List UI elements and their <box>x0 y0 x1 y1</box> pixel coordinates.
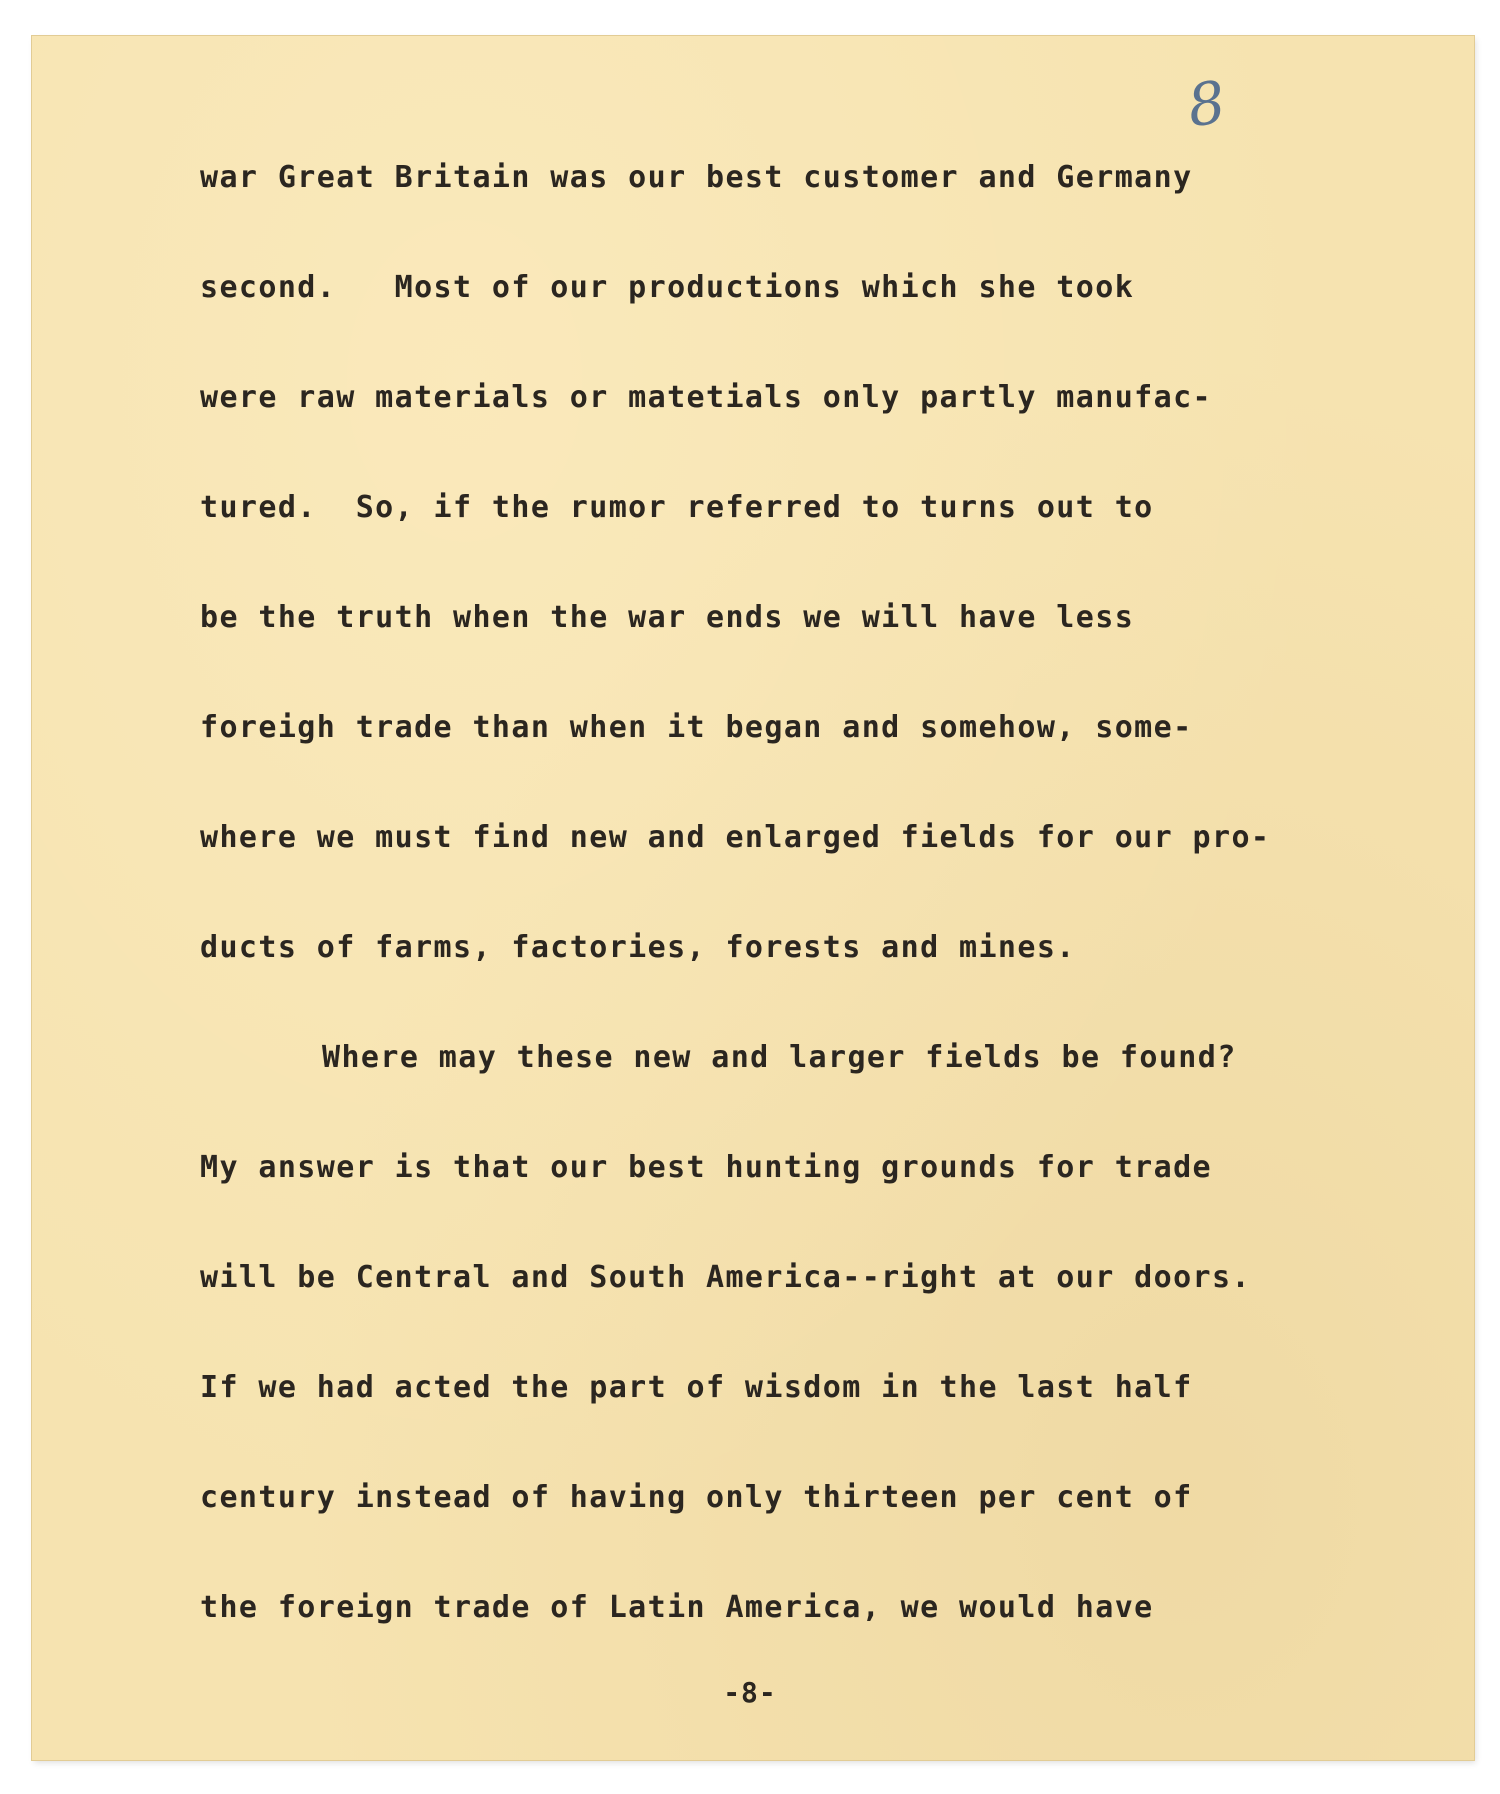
text-line: were raw materials or matetials only partly manufac- <box>200 380 1212 415</box>
text-line: foreigh trade than when it began and somehow, some- <box>200 710 1193 745</box>
body-text <box>200 158 1430 1698</box>
text-line: century instead of having only thirteen per cent of <box>200 1480 1193 1515</box>
text-line: war Great Britain was our best customer and Germany <box>200 160 1193 195</box>
text-line: My answer is that our best hunting grounds for trade <box>200 1150 1212 1185</box>
text-line: second. Most of our productions which she took <box>200 270 1135 305</box>
handwritten-page-mark: 8 <box>1183 67 1230 141</box>
text-line: where we must find new and enlarged fields for our pro- <box>200 820 1271 855</box>
text-line: will be Central and South America--right at our doors. <box>200 1260 1251 1295</box>
text-line: be the truth when the war ends we will have less <box>200 600 1135 635</box>
text-line: the foreign trade of Latin America, we would have <box>200 1590 1154 1625</box>
text-line: ducts of farms, factories, forests and mines. <box>200 930 1076 965</box>
paragraph-start-line: Where may these new and larger fields be found? <box>322 1040 1237 1075</box>
page-number: -8- <box>723 1676 777 1709</box>
text-line: tured. So, if the rumor referred to turns out to <box>200 490 1154 525</box>
text-line: If we had acted the part of wisdom in the last half <box>200 1370 1193 1405</box>
